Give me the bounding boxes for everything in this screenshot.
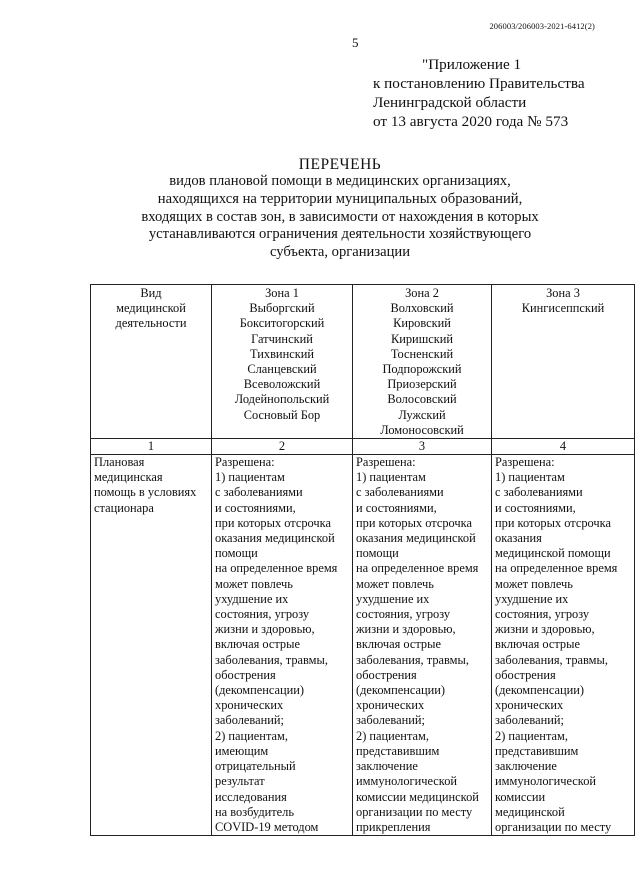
cell-line: деятельности — [115, 316, 187, 331]
cell-line: Кировский — [393, 316, 451, 331]
cell-line: иммунологической — [356, 774, 458, 789]
cell-line: медицинской — [495, 804, 565, 819]
cell-line: может повлечь — [356, 576, 434, 591]
cell-line: имеющим — [215, 743, 269, 758]
cell-line: иммунологической — [495, 774, 597, 789]
subtitle-line: устанавливаются ограничения деятельности хозяйствующего — [148, 226, 532, 243]
cell-line: Тосненский — [390, 346, 454, 361]
cell-line: оказания медицинской — [356, 531, 476, 546]
cell-line: жизни и здоровью, — [215, 622, 315, 637]
cell-line: Зона 2 — [405, 286, 439, 300]
cell-line: может повлечь — [495, 576, 573, 591]
cell-line: обострения — [356, 667, 417, 682]
cell-line: прикрепления — [356, 819, 431, 834]
cell-line: отрицательный — [215, 759, 296, 774]
cell-line: Выборгский — [249, 301, 315, 316]
subtitle-line: входящих в состав зон, в зависимости от нахождения в которых — [141, 208, 539, 225]
table-row — [91, 455, 635, 836]
cell-line: ухудшение их — [215, 591, 289, 606]
cell-line: помощи — [356, 546, 399, 561]
appendix-line: Ленинградской области — [373, 94, 527, 111]
cell-line: 1) пациентам — [356, 470, 426, 485]
cell-line: обострения — [215, 667, 276, 682]
document-number: 206003/206003-2021-6412(2) — [489, 21, 595, 31]
cell-line: заболевания, травмы, — [356, 652, 469, 667]
column-number-cell: 1 — [91, 439, 212, 455]
appendix-line: "Приложение 1 — [422, 56, 522, 73]
header-cell — [492, 285, 635, 439]
cell-line: состояния, угрозу — [495, 607, 590, 622]
body-cell — [492, 455, 635, 836]
cell-line: (декомпенсации) — [356, 683, 446, 698]
cell-line: (декомпенсации) — [215, 683, 305, 698]
cell-line: помощь в условиях — [94, 485, 197, 500]
cell-line: и состояниями, — [495, 500, 576, 515]
cell-line: на возбудитель — [215, 804, 295, 819]
cell-line: на определенное время — [215, 561, 338, 576]
cell-line: состояния, угрозу — [356, 607, 451, 622]
cell-line: хронических — [215, 698, 284, 713]
cell-line: 1) пациентам — [215, 470, 285, 485]
header-cell — [353, 285, 492, 439]
cell-line: жизни и здоровью, — [356, 622, 456, 637]
cell-line: Вид — [140, 286, 162, 300]
cell-line: с заболеваниями — [215, 485, 303, 500]
cell-line: Всеволожский — [243, 377, 321, 392]
cell-line: на определенное время — [356, 561, 479, 576]
cell-line: комиссии — [495, 789, 546, 804]
cell-line: результат — [215, 774, 265, 789]
cell-line: заболеваний; — [495, 713, 564, 728]
cell-line: включая острые — [495, 637, 580, 652]
document-title: ПЕРЕЧЕНЬ — [298, 156, 382, 173]
cell-line: хронических — [356, 698, 425, 713]
cell-line: при которых отсрочка — [215, 515, 331, 530]
subtitle-line: субъекта, организации — [269, 244, 411, 261]
cell-line: Лодейнопольский — [234, 392, 330, 407]
cell-line: помощи — [215, 546, 258, 561]
column-number-cell: 2 — [212, 439, 353, 455]
cell-line: представившим — [495, 743, 579, 758]
column-number-row — [91, 439, 635, 455]
cell-line: хронических — [495, 698, 564, 713]
subtitle-line: находящихся на территории муниципальных образований, — [157, 190, 523, 207]
document-subtitle — [0, 173, 640, 262]
cell-line: Зона 1 — [265, 286, 299, 300]
cell-line: 2) пациентам, — [356, 728, 429, 743]
cell-line: Зона 3 — [546, 286, 580, 300]
column-number-cell: 4 — [492, 439, 635, 455]
cell-line: Приозерский — [387, 377, 457, 392]
cell-line: Киришский — [390, 331, 454, 346]
cell-line: заболевания, травмы, — [495, 652, 608, 667]
cell-line: заключение — [495, 759, 557, 774]
cell-line: с заболеваниями — [495, 485, 583, 500]
cell-line: исследования — [215, 789, 287, 804]
cell-line: ухудшение их — [356, 591, 430, 606]
cell-line: может повлечь — [215, 576, 293, 591]
cell-line: на определенное время — [495, 561, 618, 576]
cell-line: 1) пациентам — [495, 470, 565, 485]
column-number-cell: 3 — [353, 439, 492, 455]
cell-line: комиссии медицинской — [356, 789, 479, 804]
cell-line: заболеваний; — [215, 713, 284, 728]
subtitle-line: видов плановой помощи в медицинских организациях, — [169, 173, 511, 189]
appendix-line: от 13 августа 2020 года № 573 — [373, 113, 569, 130]
cell-line: Лужский — [398, 407, 446, 422]
cell-line: Плановая — [94, 455, 145, 470]
cell-line: медицинской помощи — [495, 546, 611, 561]
cell-line: и состояниями, — [356, 500, 437, 515]
cell-line: организации по месту — [495, 819, 612, 834]
cell-line: включая острые — [356, 637, 441, 652]
header-cell — [212, 285, 353, 439]
cell-line: оказания — [495, 531, 542, 546]
cell-line: Сланцевский — [247, 362, 317, 377]
appendix-block — [373, 55, 633, 131]
cell-line: оказания медицинской — [215, 531, 335, 546]
cell-line: 2) пациентам, — [495, 728, 568, 743]
cell-line: заключение — [356, 759, 418, 774]
body-cell — [353, 455, 492, 836]
cell-line: организации по месту — [356, 804, 473, 819]
cell-line: Волховский — [390, 301, 454, 316]
cell-line: представившим — [356, 743, 440, 758]
cell-line: Сосновый Бор — [243, 407, 321, 422]
cell-line: обострения — [495, 667, 556, 682]
body-cell — [91, 455, 212, 836]
cell-line: ухудшение их — [495, 591, 569, 606]
cell-line: Подпорожский — [382, 362, 462, 377]
appendix-line: к постановлению Правительства — [373, 75, 585, 92]
cell-line: Бокситогорский — [239, 316, 325, 331]
cell-line: жизни и здоровью, — [495, 622, 595, 637]
cell-line: COVID-19 методом — [215, 819, 319, 834]
cell-line: при которых отсрочка — [356, 515, 472, 530]
cell-line: Разрешена: — [495, 455, 555, 470]
cell-line: состояния, угрозу — [215, 607, 310, 622]
cell-line: Кингисеппский — [521, 301, 605, 316]
cell-line: Волосовский — [387, 392, 457, 407]
cell-line: при которых отсрочка — [495, 515, 611, 530]
cell-line: 2) пациентам, — [215, 728, 288, 743]
cell-line: заболевания, травмы, — [215, 652, 328, 667]
header-cell — [91, 285, 212, 439]
cell-line: заболеваний; — [356, 713, 425, 728]
body-cell — [212, 455, 353, 836]
cell-line: Ломоносовский — [380, 422, 464, 437]
cell-line: и состояниями, — [215, 500, 296, 515]
cell-line: включая острые — [215, 637, 300, 652]
page-number: 5 — [352, 35, 359, 50]
cell-line: медицинская — [94, 470, 163, 485]
table-header-row — [91, 285, 635, 439]
cell-line: Тихвинский — [250, 346, 314, 361]
cell-line: Гатчинский — [251, 331, 313, 346]
zones-table — [90, 284, 635, 836]
cell-line: с заболеваниями — [356, 485, 444, 500]
cell-line: стационара — [94, 500, 154, 515]
cell-line: Разрешена: — [356, 455, 416, 470]
cell-line: (декомпенсации) — [495, 683, 585, 698]
cell-line: Разрешена: — [215, 455, 275, 470]
cell-line: медицинской — [116, 301, 186, 316]
